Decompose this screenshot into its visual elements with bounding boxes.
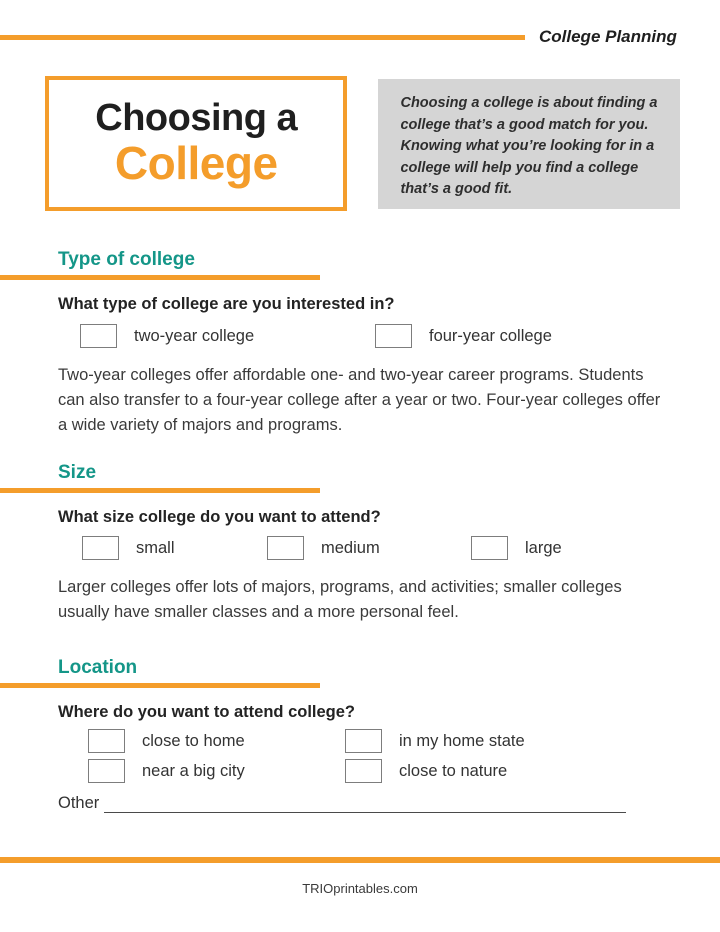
close-to-home-checkbox[interactable] — [88, 729, 125, 753]
option-four-year-college — [375, 324, 552, 348]
option-medium — [267, 536, 471, 560]
other-row — [58, 793, 720, 813]
page-title-line2: College — [114, 137, 278, 190]
footer-orange-rule — [0, 857, 720, 863]
header-orange-rule — [0, 35, 525, 40]
four-year-college-checkbox[interactable] — [375, 324, 412, 348]
type-note: Two-year colleges offer affordable one- and two-year career programs. Students can also transfer to a four-year college after a year or two. Four-year colleges offer a wide variety of majors and programs. — [58, 366, 661, 434]
close-to-home-label: close to home — [142, 731, 245, 750]
medium-checkbox[interactable] — [267, 536, 304, 560]
close-to-nature-checkbox[interactable] — [345, 759, 382, 783]
close-to-nature-label: close to nature — [399, 761, 508, 780]
section-heading-size: Size — [58, 462, 97, 483]
location-options-row-2 — [0, 759, 720, 783]
four-year-college-label: four-year college — [429, 326, 552, 345]
section-rule-location — [0, 683, 320, 688]
size-note: Larger colleges offer lots of majors, programs, and activities; smaller colleges usually have smaller classes and a more personal feel. — [58, 578, 622, 621]
in-my-home-state-checkbox[interactable] — [345, 729, 382, 753]
option-two-year-college — [80, 324, 375, 348]
option-small — [82, 536, 267, 560]
intro-box: Choosing a college is about finding a college that’s a good match for you. Knowing what you’re looking for in a college will help you find a college that’s a good fit. — [378, 79, 680, 209]
section-rule-type — [0, 275, 320, 280]
large-label: large — [525, 538, 562, 557]
small-label: small — [136, 538, 175, 557]
page-header — [0, 27, 720, 47]
section-type-of-college — [0, 248, 720, 438]
question-size: What size college do you want to attend? — [58, 508, 381, 526]
two-year-college-label: two-year college — [134, 326, 255, 345]
section-location — [0, 656, 720, 813]
location-options-row-1 — [0, 729, 720, 753]
large-checkbox[interactable] — [471, 536, 508, 560]
footer-site-text: TRIOprintables.com — [302, 881, 418, 896]
series-label: College Planning — [539, 27, 677, 46]
question-location: Where do you want to attend college? — [58, 703, 356, 721]
question-type: What type of college are you interested in? — [58, 295, 395, 313]
medium-label: medium — [321, 538, 380, 557]
section-heading-type: Type of college — [58, 249, 195, 270]
option-close-to-home — [88, 729, 345, 753]
two-year-college-checkbox[interactable] — [80, 324, 117, 348]
section-rule-size — [0, 488, 320, 493]
option-in-my-home-state — [345, 729, 525, 753]
other-label: Other — [58, 794, 100, 812]
title-row — [45, 76, 680, 211]
type-options-row — [0, 324, 720, 348]
page-title-line1: Choosing a — [95, 97, 298, 140]
other-input-line[interactable] — [104, 797, 626, 813]
in-my-home-state-label: in my home state — [399, 731, 525, 750]
size-options-row — [0, 536, 720, 560]
section-size — [0, 461, 720, 625]
option-close-to-nature — [345, 759, 507, 783]
near-a-big-city-label: near a big city — [142, 761, 245, 780]
option-near-a-big-city — [88, 759, 345, 783]
title-box — [45, 76, 347, 211]
near-a-big-city-checkbox[interactable] — [88, 759, 125, 783]
section-heading-location: Location — [58, 657, 138, 678]
option-large — [471, 536, 562, 560]
small-checkbox[interactable] — [82, 536, 119, 560]
